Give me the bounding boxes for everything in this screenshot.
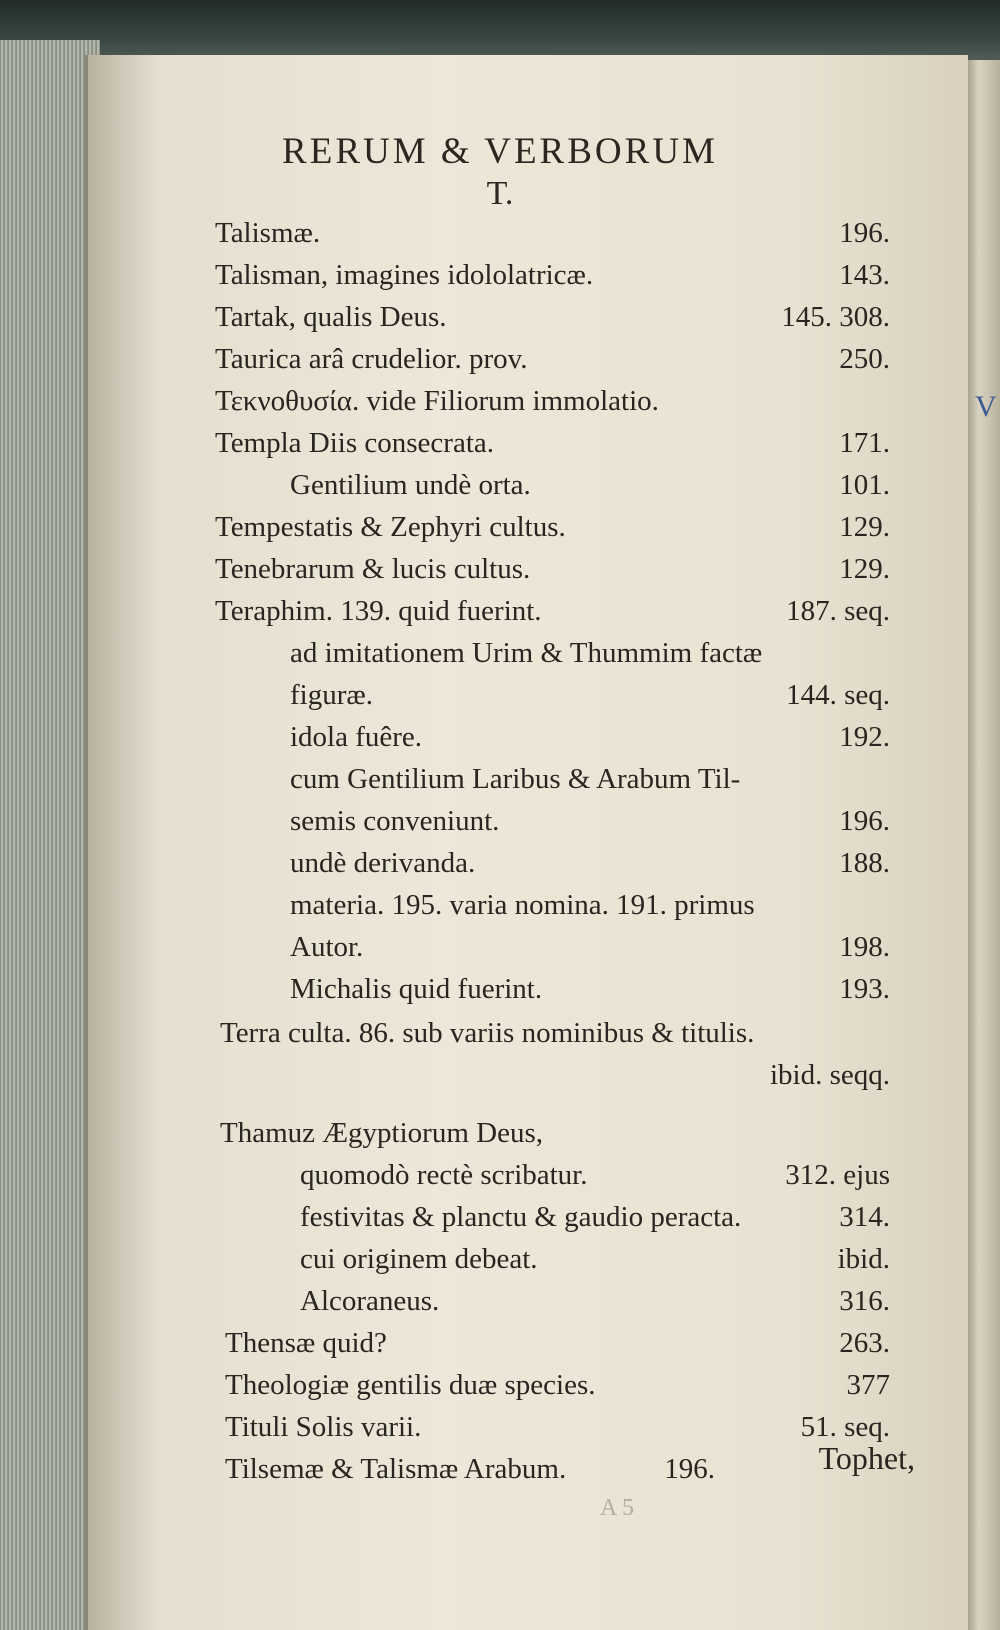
index-subentry [290, 800, 890, 842]
entry-page: 143. [839, 259, 890, 291]
catchword: Tophet, [818, 1440, 915, 1476]
entry-text: Tartak, qualis Deus. [215, 301, 447, 333]
index-entry-continuation [220, 1054, 890, 1096]
entry-text: quomodò rectè scribatur. [300, 1159, 588, 1191]
entry-page: 250. [839, 343, 890, 375]
entry-text: Terra culta. 86. sub variis nominibus & titulis. [220, 1017, 755, 1049]
index-entry [225, 1448, 715, 1490]
entry-text: ad imitationem Urim & Thummim factæ [290, 637, 763, 669]
index-entry [215, 380, 890, 422]
entry-page: ibid. [837, 1243, 890, 1275]
entry-page: 145. 308. [781, 301, 890, 333]
entry-page: 129. [839, 553, 890, 585]
entry-page: 101. [839, 469, 890, 501]
entry-text: Templa Diis consecrata. [215, 427, 494, 459]
entry-text: Tenebrarum & lucis cultus. [215, 553, 531, 585]
index-entry [215, 422, 890, 464]
entry-page: 187. seq. [786, 595, 890, 627]
entry-text: materia. 195. varia nomina. 191. primus [290, 889, 755, 921]
index-subentry [290, 968, 890, 1010]
index-entry [215, 548, 890, 590]
entry-text: Michalis quid fuerint. [290, 973, 543, 1005]
index-entry [215, 338, 890, 380]
entry-page: ibid. seqq. [769, 1059, 890, 1091]
index-entry [215, 254, 890, 296]
index-subentry [290, 842, 890, 884]
index-entry [220, 1012, 890, 1054]
entry-text: Autor. [290, 931, 364, 963]
adjacent-page-fragment: V [975, 390, 997, 423]
entry-text: Tituli Solis varii. [225, 1411, 422, 1443]
entry-text: undè derivanda. [290, 847, 476, 879]
index-subentry [300, 1280, 890, 1322]
entry-page: 263. [839, 1327, 890, 1359]
entry-text: Tilsemæ & Talismæ Arabum. [225, 1453, 567, 1485]
entry-text: figuræ. [290, 679, 373, 711]
index-subentry [290, 632, 890, 674]
index-subentry [290, 464, 890, 506]
entry-page: 314. [839, 1201, 890, 1233]
entry-page: 196. [664, 1453, 715, 1485]
entry-text: Tempestatis & Zephyri cultus. [215, 511, 566, 543]
index-subentry [300, 1196, 890, 1238]
entry-page: 193. [839, 973, 890, 1005]
index-entry [215, 296, 890, 338]
index-subentry [290, 758, 890, 800]
entry-page: 316. [839, 1285, 890, 1317]
index-entry [225, 1364, 890, 1406]
entry-text: Gentilium undè orta. [290, 469, 531, 501]
entry-text: cui originem debeat. [300, 1243, 538, 1275]
entry-page: 51. seq. [800, 1411, 890, 1443]
entry-text: Teraphim. 139. quid fuerint. [215, 595, 542, 627]
entry-text: Theologiæ gentilis duæ species. [225, 1369, 596, 1401]
entry-text: Talismæ. [215, 217, 321, 249]
index-entry [215, 506, 890, 548]
adjacent-page-edge [965, 60, 1000, 1630]
entry-page: 196. [839, 217, 890, 249]
entry-text: Taurica arâ crudelior. prov. [215, 343, 528, 375]
entry-text: cum Gentilium Laribus & Arabum Til- [290, 763, 741, 795]
entry-text: semis conveniunt. [290, 805, 500, 837]
index-subentry [300, 1154, 890, 1196]
entry-page: 129. [839, 511, 890, 543]
entry-text: Thamuz Ægyptiorum Deus, [220, 1117, 543, 1149]
index-subentry [290, 674, 890, 716]
entry-text: Alcoraneus. [300, 1285, 440, 1317]
entry-text: Thensæ quid? [225, 1327, 387, 1359]
entry-page: 377 [846, 1369, 890, 1401]
index-entry [225, 1406, 890, 1448]
entry-page: 171. [839, 427, 890, 459]
index-entry [215, 590, 890, 632]
entry-page: 312. ejus [785, 1159, 890, 1191]
index-subentry [290, 926, 890, 968]
entry-text: idola fuêre. [290, 721, 423, 753]
entry-text: festivitas & planctu & gaudio peracta. [300, 1201, 742, 1233]
entry-text: Τεκνοθυσία. vide Filiorum immolatio. [215, 385, 659, 417]
entry-text: Talisman, imagines idololatricæ. [215, 259, 594, 291]
entry-page: 188. [839, 847, 890, 879]
entry-page: 192. [839, 721, 890, 753]
running-header: RERUM & VERBORUM [282, 131, 718, 172]
index-subentry [290, 716, 890, 758]
index-entry [220, 1112, 890, 1154]
entry-page: 144. seq. [786, 679, 890, 711]
entry-page: 198. [839, 931, 890, 963]
index-entry [225, 1322, 890, 1364]
index-entry [215, 212, 890, 254]
index-subentry [290, 884, 890, 926]
section-letter: T. [486, 175, 514, 212]
signature-mark: A 5 [600, 1495, 635, 1521]
entry-page: 196. [839, 805, 890, 837]
index-subentry [300, 1238, 890, 1280]
